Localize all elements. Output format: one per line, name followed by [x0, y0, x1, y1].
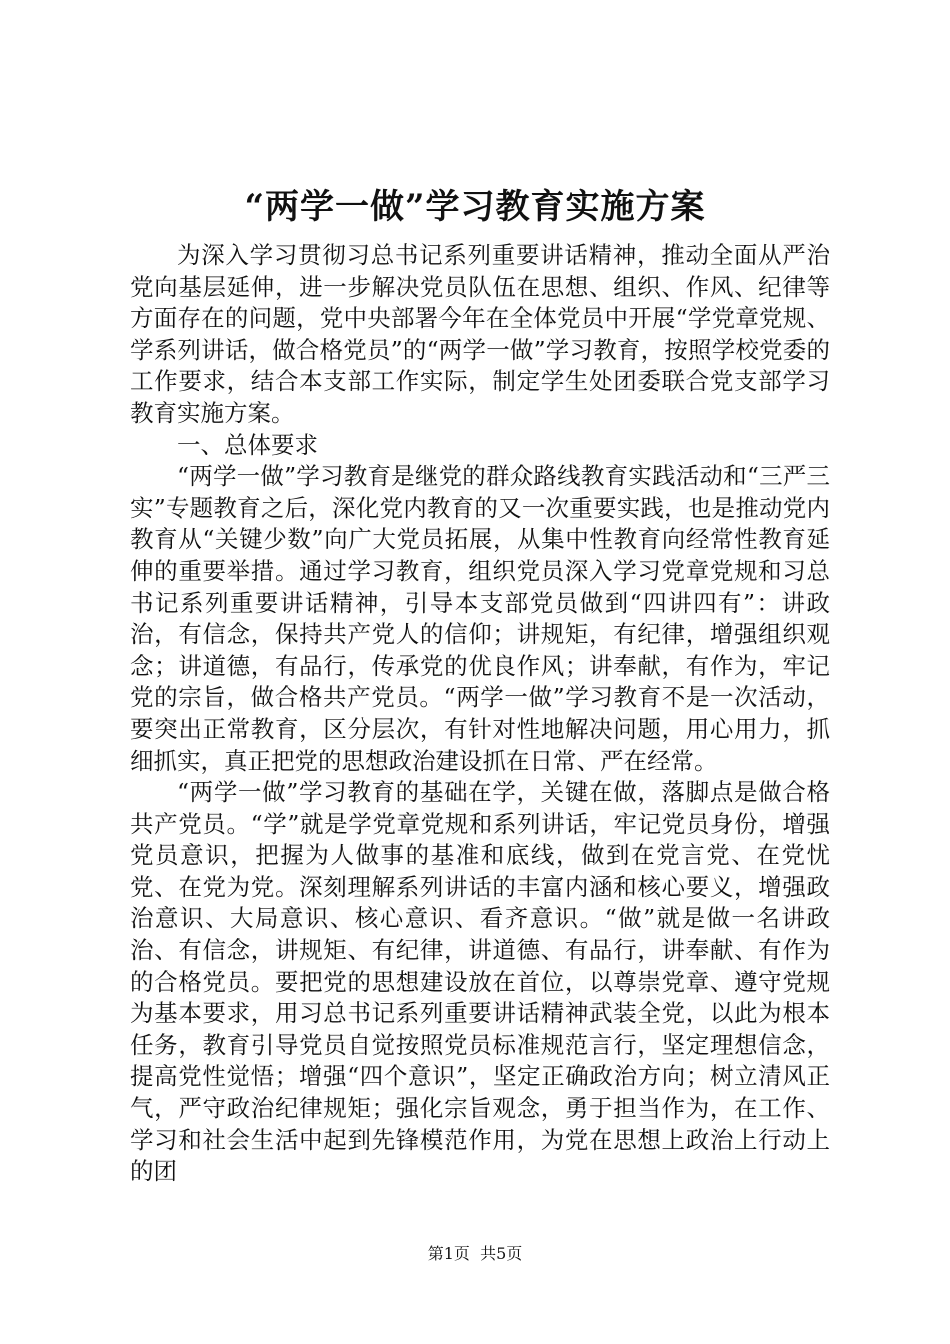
section-paragraph-2: “两学一做”学习教育的基础在学，关键在做，落脚点是做合格共产党员。“学”就是学党章党规和系列讲话，牢记党员身份，增强党员意识，把握为人做事的基准和底线，做到在党言党、在党忧党、在党为党。深刻理解系列讲话的丰富内涵和核心要义，增强政治意识、大局意识、核心意识、看齐意识。“做”就是做一名讲政治、有信念，讲规矩、有纪律，讲道德、有品行，讲奉献、有作为的合格党员。要把党的思想建设放在首位，以尊崇党章、遵守党规为基本要求，用习总书记系列重要讲话精神武装全党，以此为根本任务，教育引导党员自觉按照党员标准规范言行，坚定理想信念，提高党性觉悟；增强“四个意识”，坚定正确政治方向；树立清风正气，严守政治纪律规矩；强化宗旨观念，勇于担当作为，在工作、学习和社会生活中起到先锋模范作用，为党在思想上政治上行动上的团	[130, 778, 830, 1186]
page-footer	[0, 1243, 950, 1265]
page-number-label: 第1页 共5页	[427, 1244, 523, 1263]
section-paragraph-1: “两学一做”学习教育是继党的群众路线教育实践活动和“三严三实”专题教育之后，深化党内教育的又一次重要实践，也是推动党内教育从“关键少数”向广大党员拓展，从集中性教育向经常性教育延伸的重要举措。通过学习教育，组织党员深入学习党章党规和习总书记系列重要讲话精神，引导本支部党员做到“四讲四有”：讲政治，有信念，保持共产党人的信仰；讲规矩，有纪律，增强组织观念；讲道德，有品行，传承党的优良作风；讲奉献，有作为，牢记党的宗旨，做合格共产党员。“两学一做”学习教育不是一次活动，要突出正常教育，区分层次，有针对性地解决问题，用心用力，抓细抓实，真正把党的思想政治建设抓在日常、严在经常。	[130, 462, 830, 775]
document-title: “两学一做”学习教育实施方案	[244, 187, 706, 227]
section-heading: 一、总体要求	[177, 430, 318, 459]
document-body	[130, 240, 830, 1188]
intro-paragraph: 为深入学习贯彻习总书记系列重要讲话精神，推动全面从严治党向基层延伸，进一步解决党员队伍在思想、组织、作风、纪律等方面存在的问题，党中央部署今年在全体党员中开展“学党章党规、学系列讲话，做合格党员”的“两学一做”学习教育，按照学校党委的工作要求，结合本支部工作实际，制定学生处团委联合党支部学习教育实施方案。	[130, 241, 830, 427]
